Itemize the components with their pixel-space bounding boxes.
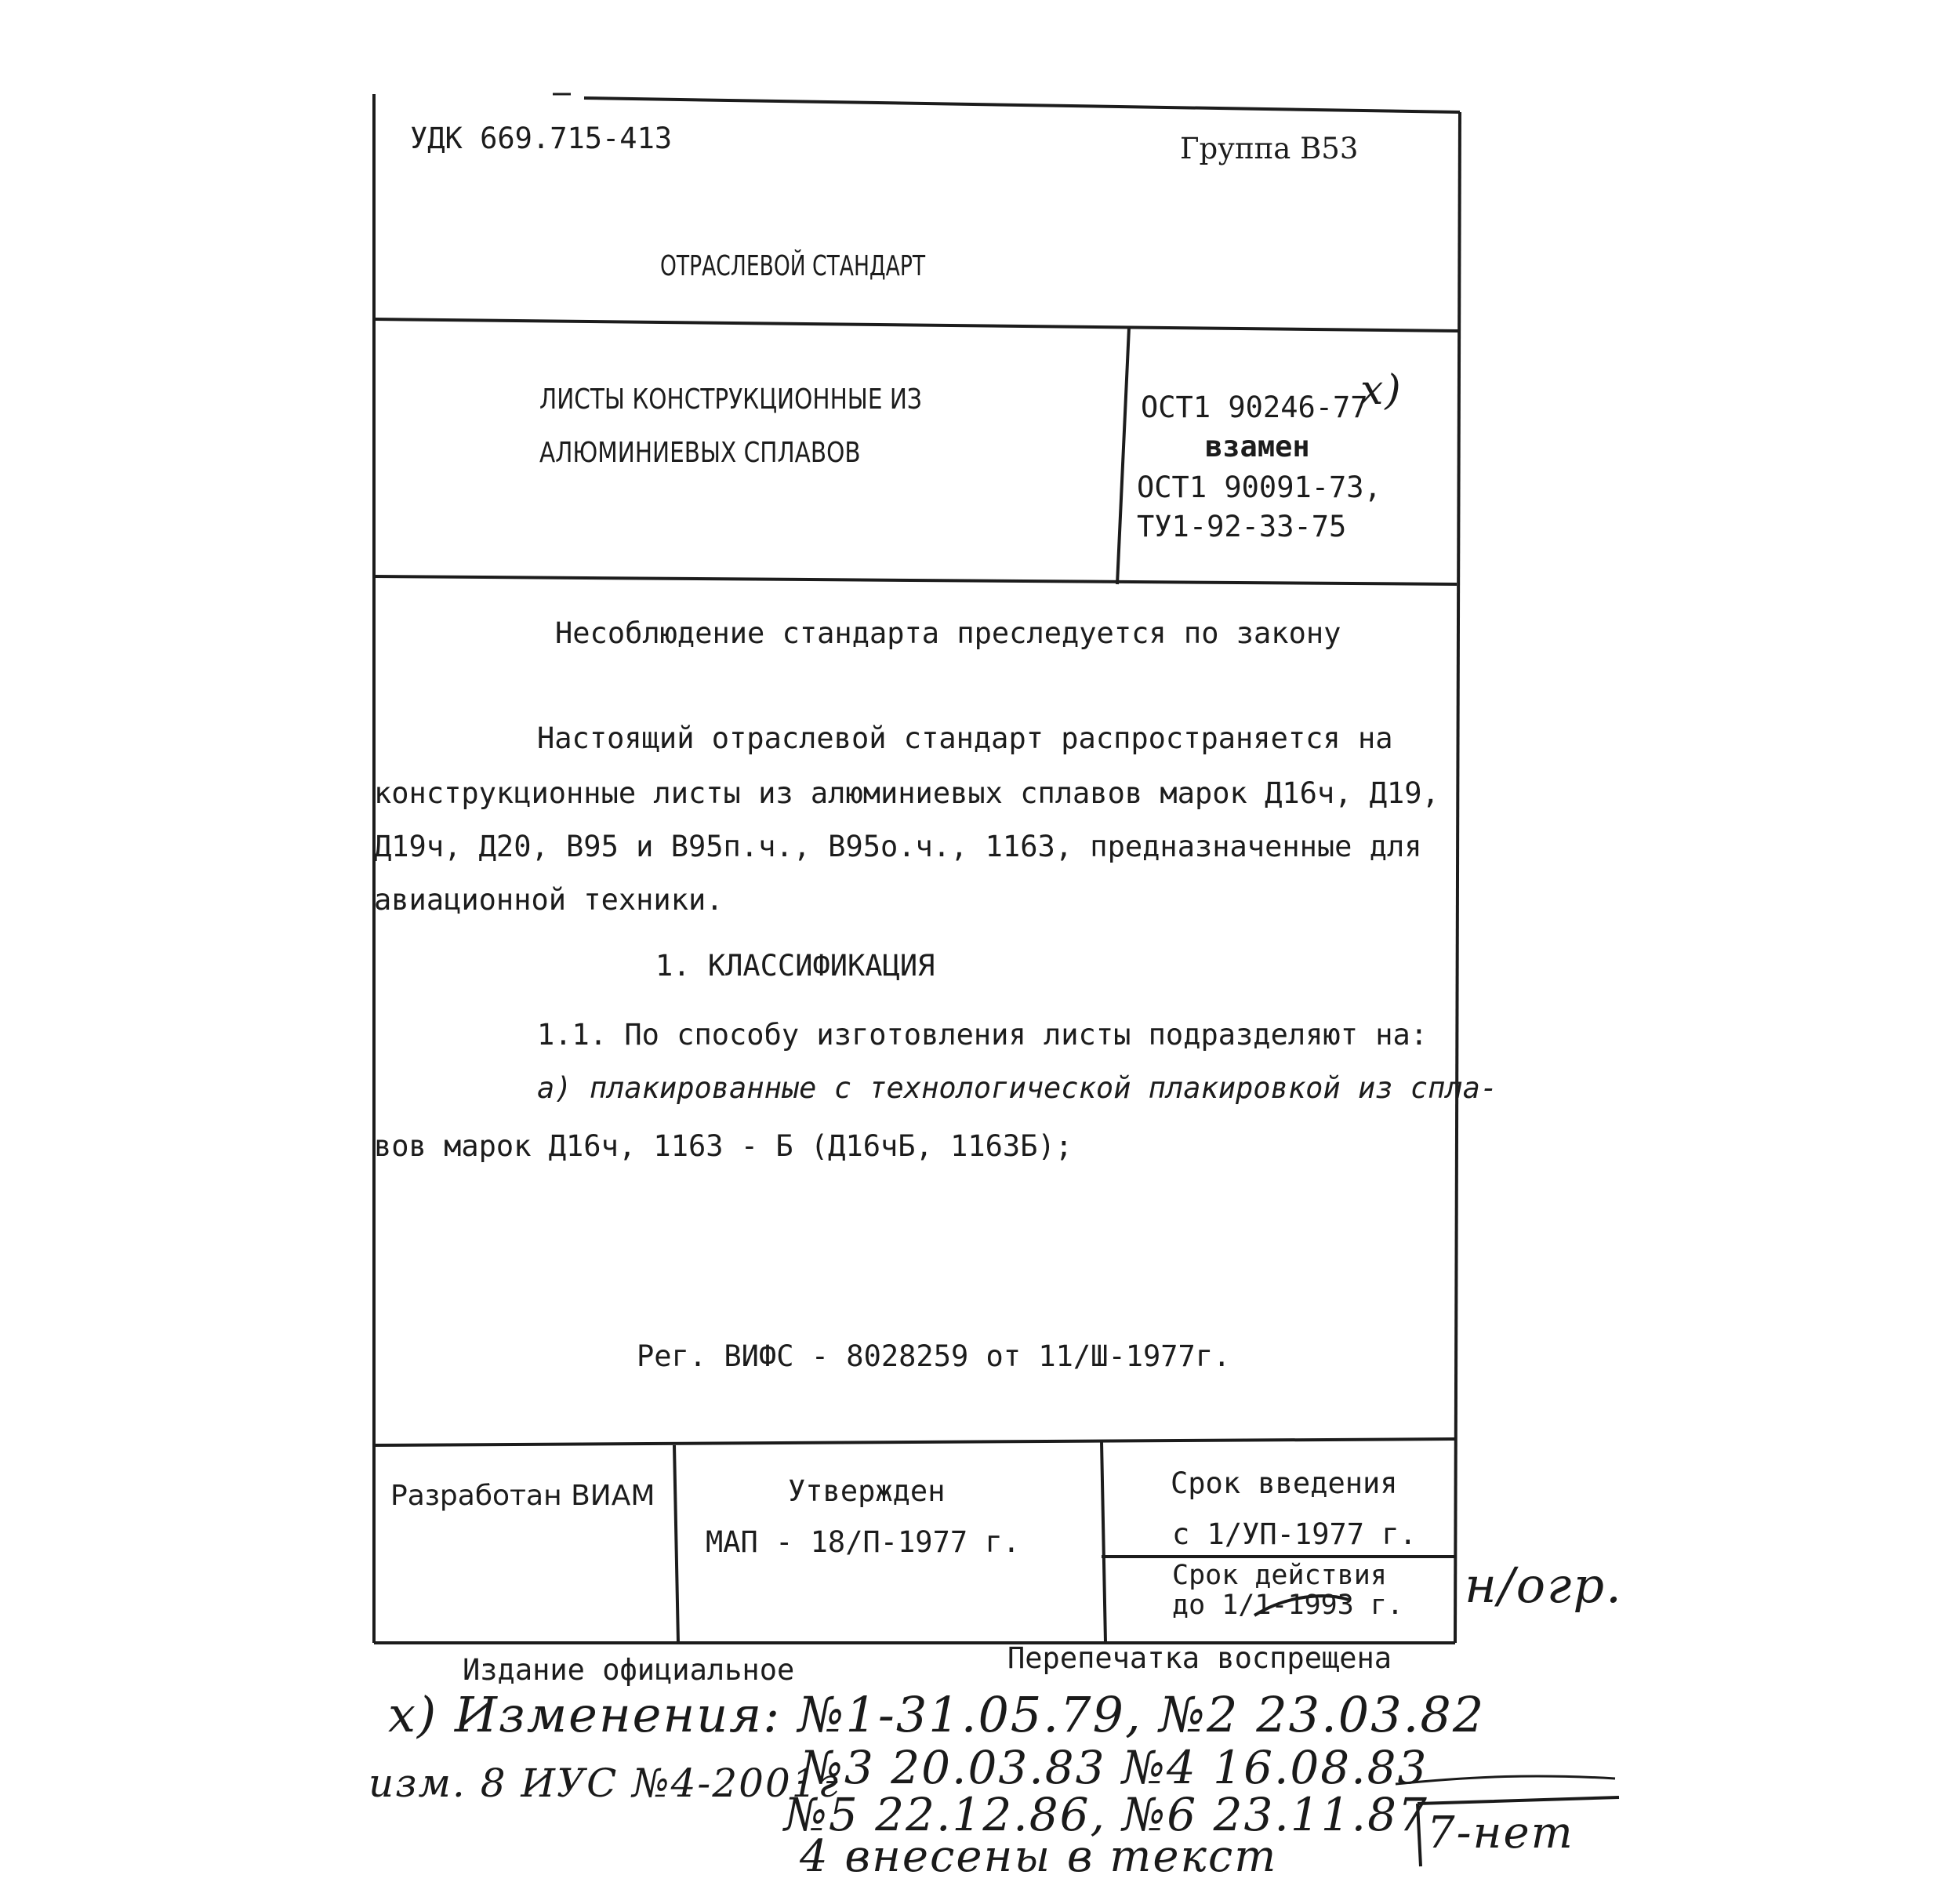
official-edition: Издание официальное (463, 1653, 795, 1687)
title-divider (1117, 328, 1129, 584)
clause-1-1: 1.1. По способу изготовления листы подразделяют на: (537, 1018, 1428, 1052)
clause-a-line-2: вов марок Д16ч, 1163 - Б (Д16чБ, 1163Б); (374, 1129, 1073, 1163)
approved-value: МАП - 18/П-1977 г. (706, 1525, 1020, 1559)
handwritten-amendments-line-2-right: №3 20.03.83 №4 16.08.83 (800, 1741, 1428, 1794)
intro-date-value: с 1/УП-1977 г. (1172, 1517, 1417, 1551)
handwritten-amendments-line-3: №5 22.12.86, №6 23.11.87 (784, 1788, 1428, 1841)
handwritten-amendments-box-note: 7-нет (1427, 1808, 1574, 1859)
document-title-line1: ЛИСТЫ КОНСТРУКЦИОННЫЕ ИЗ (539, 383, 922, 416)
title-bottom (374, 576, 1457, 584)
intro-line-3: Д19ч, Д20, В95 и В95п.ч., В95о.ч., 1163, предназначенные для (374, 830, 1422, 863)
footer-divider-1 (674, 1445, 678, 1643)
handwritten-swoosh (1396, 1776, 1615, 1784)
approved-label: Утвержден (788, 1474, 946, 1508)
replaces-standard-2: ТУ1-92-33-75 (1137, 510, 1347, 543)
replaces-standard-1: ОСТ1 90091-73, (1137, 471, 1381, 504)
footer-top (374, 1439, 1455, 1445)
reprint-prohibited: Перепечатка воспрещена (1007, 1641, 1392, 1675)
standard-type: ОТРАСЛЕВОЙ СТАНДАРТ (660, 250, 926, 282)
registration-number: Рег. ВИФС - 8028259 от 11/Ш-1977г. (637, 1339, 1231, 1373)
group-code: Группа В53 (1180, 132, 1359, 165)
document-title-line2: АЛЮМИНИЕВЫХ СПЛАВОВ (539, 437, 861, 469)
validity-value: до 1/1-1993 г. (1172, 1590, 1404, 1621)
udk-code: УДК 669.715-413 (410, 122, 673, 155)
header-separator (374, 319, 1458, 331)
section-1-title: 1. КЛАССИФИКАЦИЯ (655, 949, 935, 983)
intro-line-1: Настоящий отраслевой стандарт распространяется на (537, 721, 1393, 755)
designation: ОСТ1 90246-77 (1141, 391, 1368, 424)
frame-top-border (584, 98, 1460, 112)
validity-label: Срок действия (1172, 1560, 1387, 1591)
footer-divider-2 (1102, 1441, 1105, 1643)
frame-right-border (1455, 112, 1460, 1643)
developed-by: Разработан ВИАМ (390, 1480, 655, 1512)
legal-warning: Несоблюдение стандарта преследуется по закону (555, 616, 1341, 650)
validity-handwritten-note: н/огр. (1465, 1557, 1623, 1614)
handwritten-amendments-line-4: 4 внесены в текст (800, 1831, 1278, 1882)
intro-date-label: Срок введения (1171, 1466, 1398, 1500)
replaces-label: взамен (1205, 430, 1310, 463)
handwritten-amendments-line-2-left: изм. 8 ИУС №4-2001г (368, 1760, 840, 1806)
intro-line-4: авиационной техники. (374, 883, 724, 917)
handwritten-amendments-line-1: x) Изменения: №1-31.05.79, №2 23.03.82 (388, 1686, 1486, 1743)
designation-mark: x) (1360, 367, 1403, 414)
clause-a-line-1: а) плакированные с технологической плакировкой из спла- (537, 1071, 1498, 1105)
intro-line-2: конструкционные листы из алюминиевых сплавов марок Д16ч, Д19, (374, 776, 1439, 810)
